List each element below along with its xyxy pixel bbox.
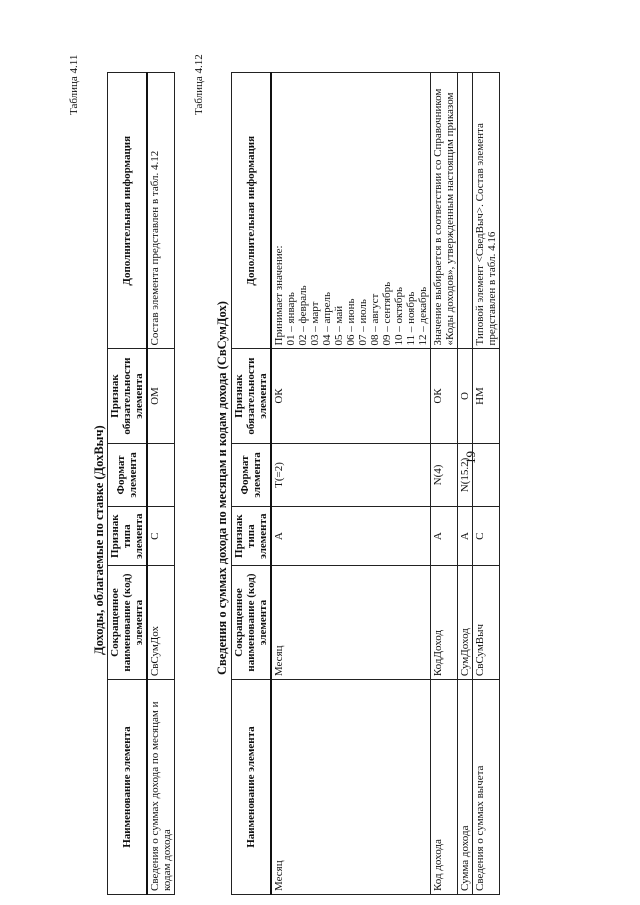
month-item: 02 – февраль (297, 285, 309, 346)
table2-month-required: ОК (271, 349, 431, 443)
month-item: 11 – ноябрь (405, 291, 417, 346)
table2-header-row (232, 73, 272, 895)
table2-header-format: Формат элемента (232, 443, 272, 507)
table1-header-code: Сокращенное наименование (код) элемента (108, 565, 148, 679)
table-row (458, 73, 473, 895)
table1-row0-type: С (147, 507, 175, 566)
table2-row0-required: ОК (431, 349, 458, 443)
table1-header-format: Формат элемента (108, 443, 148, 507)
month-item: 09 – сентябрь (381, 281, 393, 346)
table1-row0-required: ОМ (147, 349, 175, 443)
table2-row2-info: Типовой элемент <СведВыч>. Состав элемента представлен в табл. 4.16 (473, 73, 500, 350)
month-item: 10 – октябрь (393, 286, 405, 346)
table2-row0-type: А (431, 507, 458, 566)
table1-header-info: Дополнительная информация (108, 73, 148, 350)
table2-header-code: Сокращенное наименование (код) элемента (232, 565, 272, 679)
table2-row2-format (473, 443, 500, 507)
table1-row0-code: СвСумДох (147, 565, 175, 679)
table1-row0-info: Состав элемента представлен в табл. 4.12 (147, 73, 175, 350)
month-item: 08 – август (369, 293, 381, 346)
table2-row1-code: СумДоход (458, 565, 473, 679)
table-row (271, 73, 431, 895)
month-item: 03 – март (309, 301, 321, 346)
month-item: 01 – январь (285, 292, 297, 346)
table1-header-type: Признак типа элемента (108, 507, 148, 566)
table2-row2-code: СвСумВыч (473, 565, 500, 679)
table2-row0-code: КодДоход (431, 565, 458, 679)
table2-row2-type: С (473, 507, 500, 566)
month-intro: Принимает значение: (273, 245, 285, 346)
table-row (473, 73, 500, 895)
table2-row1-info (458, 73, 473, 350)
table1-title: Доходы, облагаемые по ставке (ДохВыч) (92, 425, 106, 655)
table2-month-name: Месяц (271, 680, 431, 895)
table2-header-required: Признак обязательности элемента (232, 349, 272, 443)
month-item: 05 – май (333, 305, 345, 346)
table1-caption: Таблица 4.11 (68, 54, 80, 115)
table2-header-name: Наименование элемента (232, 680, 272, 895)
table2-row0-name: Код дохода (431, 680, 458, 895)
table2-month-info (271, 73, 431, 350)
month-item: 04 – апрель (321, 291, 333, 346)
table2-month-type: А (271, 507, 431, 566)
table2-row1-name: Сумма дохода (458, 680, 473, 895)
table2-row1-type: А (458, 507, 473, 566)
table2-row1-required: О (458, 349, 473, 443)
table1-header-row (108, 73, 148, 895)
table1 (107, 72, 175, 895)
table1-row0-name: Сведения о суммах дохода по месяцам и кодам дохода (147, 680, 175, 895)
month-item: 07 – июль (357, 299, 369, 346)
table2-header-info: Дополнительная информация (232, 73, 272, 350)
month-item: 12 – декабрь (417, 286, 429, 346)
table2-row1-format: N(15.2) (458, 443, 473, 507)
month-list (285, 76, 429, 346)
table2-caption: Таблица 4.12 (193, 54, 205, 115)
table2-row0-format: N(4) (431, 443, 458, 507)
table2 (231, 72, 500, 895)
table-row (431, 73, 458, 895)
table1-row0-format (147, 443, 175, 507)
table2-row2-name: Сведения о суммах вычета (473, 680, 500, 895)
table2-month-code: Месяц (271, 565, 431, 679)
table2-title: Сведения о суммах дохода по месяцам и кодам дохода (СвСумДох) (215, 301, 229, 675)
table2-row0-info: Значение выбирается в соответствии со Справочником «Коды доходов», утвержденным настоящим приказом (431, 73, 458, 350)
page-number: 19 (463, 451, 478, 464)
month-item: 06 – июнь (345, 298, 357, 346)
table1-header-name: Наименование элемента (108, 680, 148, 895)
table2-header-type: Признак типа элемента (232, 507, 272, 566)
table2-row2-required: НМ (473, 349, 500, 443)
table2-month-format: T(=2) (271, 443, 431, 507)
table1-header-required: Признак обязательности элемента (108, 349, 148, 443)
table-row (147, 73, 175, 895)
